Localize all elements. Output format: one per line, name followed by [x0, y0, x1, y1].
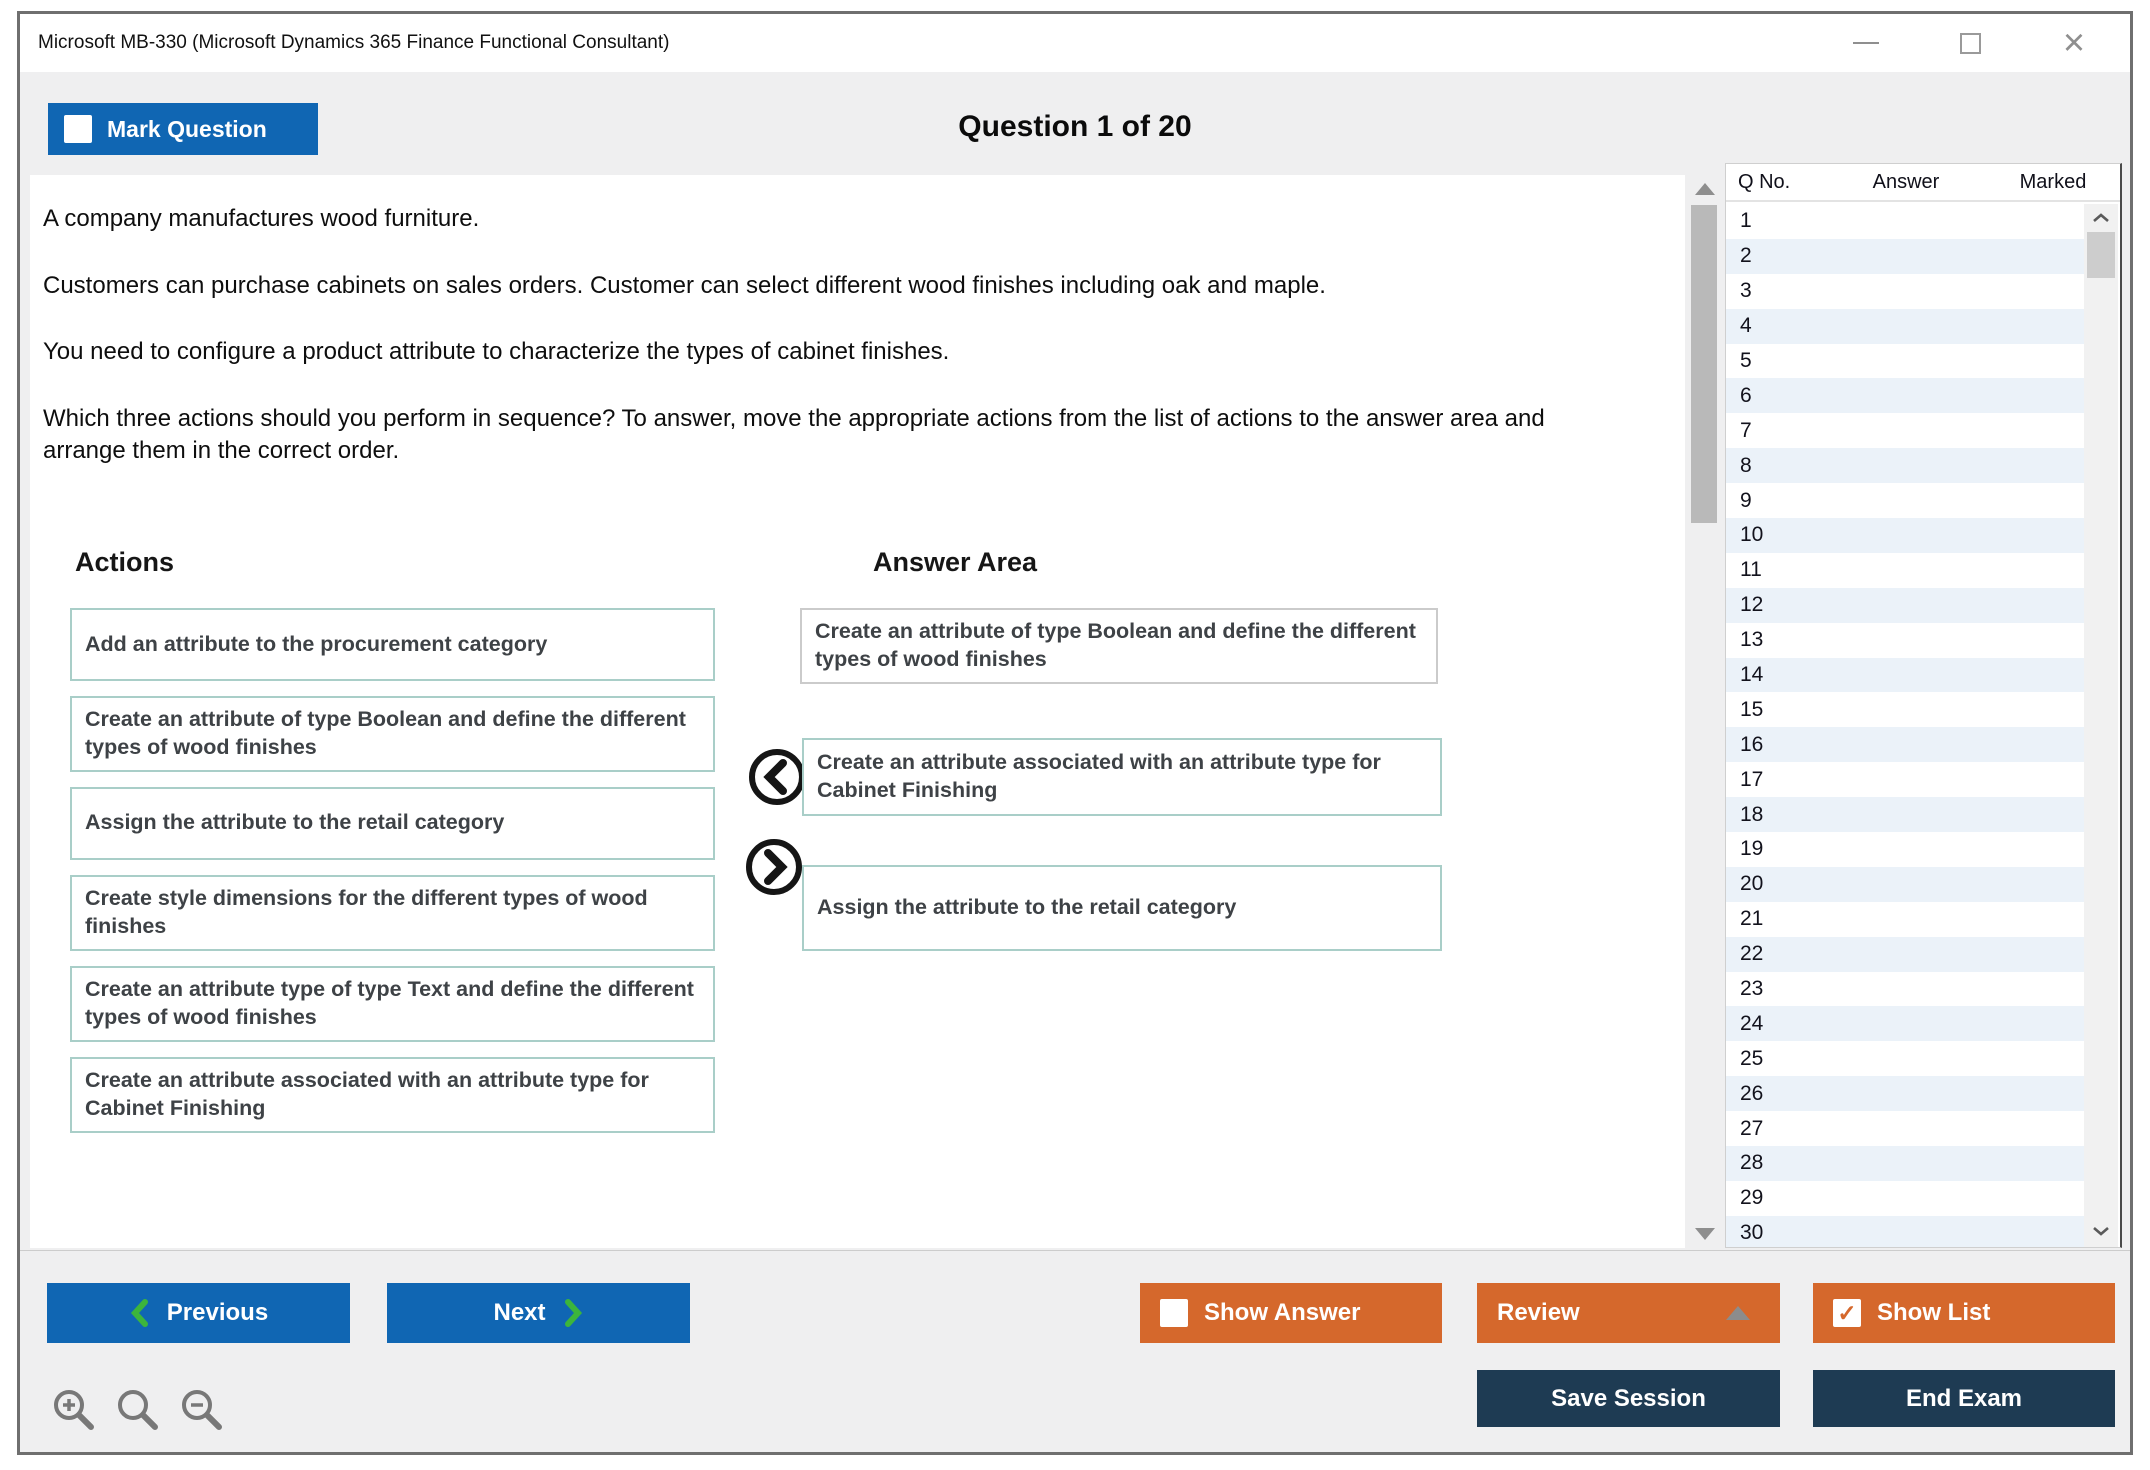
q-no-cell: 11	[1740, 558, 1762, 582]
save-session-button[interactable]	[1477, 1370, 1780, 1427]
question-list-row[interactable]	[1726, 797, 2086, 832]
q-no-cell: 23	[1740, 977, 1764, 1001]
next-label: Next	[493, 1299, 546, 1326]
action-item-label: Create an attribute type of type Text and define the different types of wood finishes	[85, 976, 694, 1029]
question-content-area	[30, 175, 1685, 1248]
question-list-row[interactable]	[1726, 1111, 2086, 1146]
q-no-cell: 4	[1740, 314, 1752, 338]
q-no-cell: 15	[1740, 697, 1764, 721]
question-list-panel	[1725, 163, 2122, 1248]
q-no-cell: 5	[1740, 349, 1752, 372]
show-answer-label: Show Answer	[1204, 1299, 1361, 1326]
question-list-row[interactable]	[1726, 1076, 2086, 1111]
titlebar	[20, 14, 2130, 72]
mark-question-label: Mark Question	[107, 115, 267, 142]
q-no-cell: 27	[1740, 1116, 1764, 1140]
q-no-cell: 20	[1740, 872, 1764, 896]
question-list-row[interactable]	[1726, 1041, 2086, 1076]
question-list-row[interactable]	[1726, 727, 2086, 762]
qno-column-header: Q No.	[1738, 170, 1791, 193]
question-list-row[interactable]	[1726, 483, 2086, 518]
previous-label: Previous	[166, 1299, 269, 1326]
next-button[interactable]	[387, 1283, 690, 1343]
q-no-cell: 9	[1740, 488, 1752, 512]
question-list-row[interactable]	[1726, 623, 2086, 658]
actions-list	[70, 608, 715, 1133]
q-no-cell: 8	[1740, 453, 1752, 477]
show-list-checkbox[interactable]	[1833, 1299, 1861, 1327]
action-item-label: Add an attribute to the procurement category	[85, 631, 548, 656]
review-button[interactable]	[1477, 1283, 1780, 1343]
question-list-row[interactable]	[1726, 1006, 2086, 1041]
minimize-icon[interactable]	[1846, 23, 1886, 63]
action-item[interactable]	[70, 608, 715, 681]
q-no-cell: 3	[1740, 279, 1752, 303]
triangle-up-icon	[1726, 1306, 1750, 1320]
answer-slot-1[interactable]	[800, 608, 1438, 684]
answer-slot-2[interactable]	[802, 738, 1442, 816]
chevron-left-icon	[129, 1298, 149, 1328]
q-no-cell: 21	[1740, 907, 1764, 931]
scroll-up-icon[interactable]	[1695, 183, 1715, 195]
question-list-row[interactable]	[1726, 692, 2086, 727]
question-list-row[interactable]	[1726, 413, 2086, 448]
q-no-cell: 7	[1740, 418, 1752, 442]
answer-area-title: Answer Area	[872, 547, 1038, 577]
question-list-row[interactable]	[1726, 518, 2086, 553]
question-paragraph: Which three actions should you perform in sequence? To answer, move the appropriate actions from the list of actions to the answer area and arrange them in the correct order.	[43, 405, 1545, 464]
end-exam-button[interactable]	[1813, 1370, 2115, 1427]
magnifier-icon[interactable]	[114, 1386, 162, 1434]
question-paragraph: Customers can purchase cabinets on sales orders. Customer can select different wood finishes including oak and maple.	[43, 271, 1326, 299]
zoom-in-icon[interactable]	[50, 1386, 98, 1434]
footer-divider	[20, 1250, 2130, 1251]
q-no-cell: 25	[1740, 1046, 1764, 1070]
exam-window	[17, 11, 2133, 1455]
scroll-down-icon[interactable]	[2092, 1223, 2110, 1241]
question-list-header	[1726, 164, 2120, 202]
scroll-up-icon[interactable]	[2092, 210, 2110, 228]
q-no-cell: 10	[1740, 523, 1764, 547]
zoom-toolbar	[50, 1386, 226, 1434]
question-list-row[interactable]	[1726, 1216, 2086, 1247]
question-text	[30, 175, 1655, 466]
question-list-row[interactable]	[1726, 588, 2086, 623]
question-list-row[interactable]	[1726, 937, 2086, 972]
end-exam-label: End Exam	[1905, 1384, 2023, 1412]
q-no-cell: 12	[1740, 593, 1764, 617]
review-label: Review	[1497, 1299, 1580, 1326]
save-session-label: Save Session	[1551, 1384, 1706, 1412]
answer-slot-3[interactable]	[802, 865, 1442, 951]
question-list-row[interactable]	[1726, 658, 2086, 693]
question-list-row[interactable]	[1726, 309, 2086, 344]
action-item[interactable]	[70, 966, 715, 1042]
q-no-cell: 13	[1740, 628, 1764, 652]
q-no-cell: 29	[1740, 1186, 1764, 1210]
content-scrollbar[interactable]	[1688, 175, 1722, 1248]
show-list-button[interactable]	[1813, 1283, 2115, 1343]
action-item[interactable]	[70, 1057, 715, 1133]
move-left-icon[interactable]	[747, 747, 807, 812]
question-list-row[interactable]	[1726, 344, 2086, 379]
action-item-label: Create style dimensions for the different types of wood finishes	[85, 885, 648, 938]
scrollbar-thumb[interactable]	[1691, 205, 1717, 523]
answer-slot-3-label: Assign the attribute to the retail category	[817, 895, 1237, 920]
q-no-cell: 2	[1740, 244, 1752, 268]
q-no-cell: 19	[1740, 837, 1764, 861]
question-list-row[interactable]	[1726, 448, 2086, 483]
scrollbar-thumb[interactable]	[2087, 232, 2115, 278]
action-item[interactable]	[70, 875, 715, 951]
question-list-row[interactable]	[1726, 1181, 2086, 1216]
move-right-icon[interactable]	[744, 837, 804, 902]
show-answer-checkbox[interactable]	[1160, 1299, 1188, 1327]
show-list-label: Show List	[1877, 1299, 1991, 1326]
q-no-cell: 16	[1740, 732, 1764, 756]
action-item[interactable]	[70, 696, 715, 772]
question-list-row[interactable]	[1726, 762, 2086, 797]
previous-button[interactable]	[47, 1283, 350, 1343]
close-icon[interactable]	[2054, 23, 2094, 63]
zoom-out-icon[interactable]	[178, 1386, 226, 1434]
maximize-icon[interactable]	[1950, 23, 1990, 63]
question-list-row[interactable]	[1726, 239, 2086, 274]
question-list-rows	[1726, 204, 2086, 1247]
window-title: Microsoft MB-330 (Microsoft Dynamics 365 Finance Functional Consultant)	[38, 32, 670, 53]
question-list-scrollbar[interactable]	[2084, 204, 2118, 1247]
marked-column-header: Marked	[2019, 170, 2087, 193]
action-item-label: Create an attribute of type Boolean and define the different types of wood finishes	[85, 707, 686, 759]
checkmark-icon: ✓	[1837, 1299, 1857, 1326]
action-item[interactable]	[70, 787, 715, 860]
answer-slot-1-label: Create an attribute of type Boolean and define the different types of wood finishes	[815, 619, 1416, 671]
actions-title: Actions	[75, 547, 175, 577]
q-no-cell: 26	[1740, 1081, 1764, 1105]
q-no-cell: 30	[1740, 1221, 1764, 1245]
question-list-row[interactable]	[1726, 972, 2086, 1007]
answer-slot-2-label: Create an attribute associated with an attribute type for Cabinet Finishing	[817, 750, 1381, 802]
question-paragraph: A company manufactures wood furniture.	[43, 205, 480, 232]
question-counter: Question 1 of 20	[958, 110, 1192, 143]
question-list-row[interactable]	[1726, 274, 2086, 309]
q-no-cell: 24	[1740, 1011, 1764, 1035]
chevron-right-icon	[564, 1298, 584, 1328]
action-item-label: Create an attribute associated with an attribute type for Cabinet Finishing	[85, 1067, 649, 1120]
q-no-cell: 6	[1740, 383, 1752, 407]
scroll-down-icon[interactable]	[1695, 1228, 1715, 1240]
q-no-cell: 18	[1740, 802, 1764, 826]
q-no-cell: 14	[1740, 663, 1764, 687]
q-no-cell: 1	[1740, 209, 1752, 233]
window-controls	[1846, 14, 2094, 72]
q-no-cell: 17	[1740, 767, 1764, 791]
question-paragraph: You need to configure a product attribute to characterize the types of cabinet finishes.	[43, 338, 950, 366]
question-list-row[interactable]	[1726, 553, 2086, 588]
q-no-cell: 22	[1740, 942, 1764, 966]
q-no-cell: 28	[1740, 1151, 1764, 1175]
question-list-row[interactable]	[1726, 832, 2086, 867]
answer-column-header: Answer	[1872, 170, 1940, 193]
question-list-row[interactable]	[1726, 378, 2086, 413]
action-item-label: Assign the attribute to the retail category	[85, 810, 505, 835]
question-list-row[interactable]	[1726, 204, 2086, 239]
question-list-row[interactable]	[1726, 1146, 2086, 1181]
question-list-row[interactable]	[1726, 867, 2086, 902]
show-answer-button[interactable]	[1140, 1283, 1442, 1343]
question-list-row[interactable]	[1726, 902, 2086, 937]
